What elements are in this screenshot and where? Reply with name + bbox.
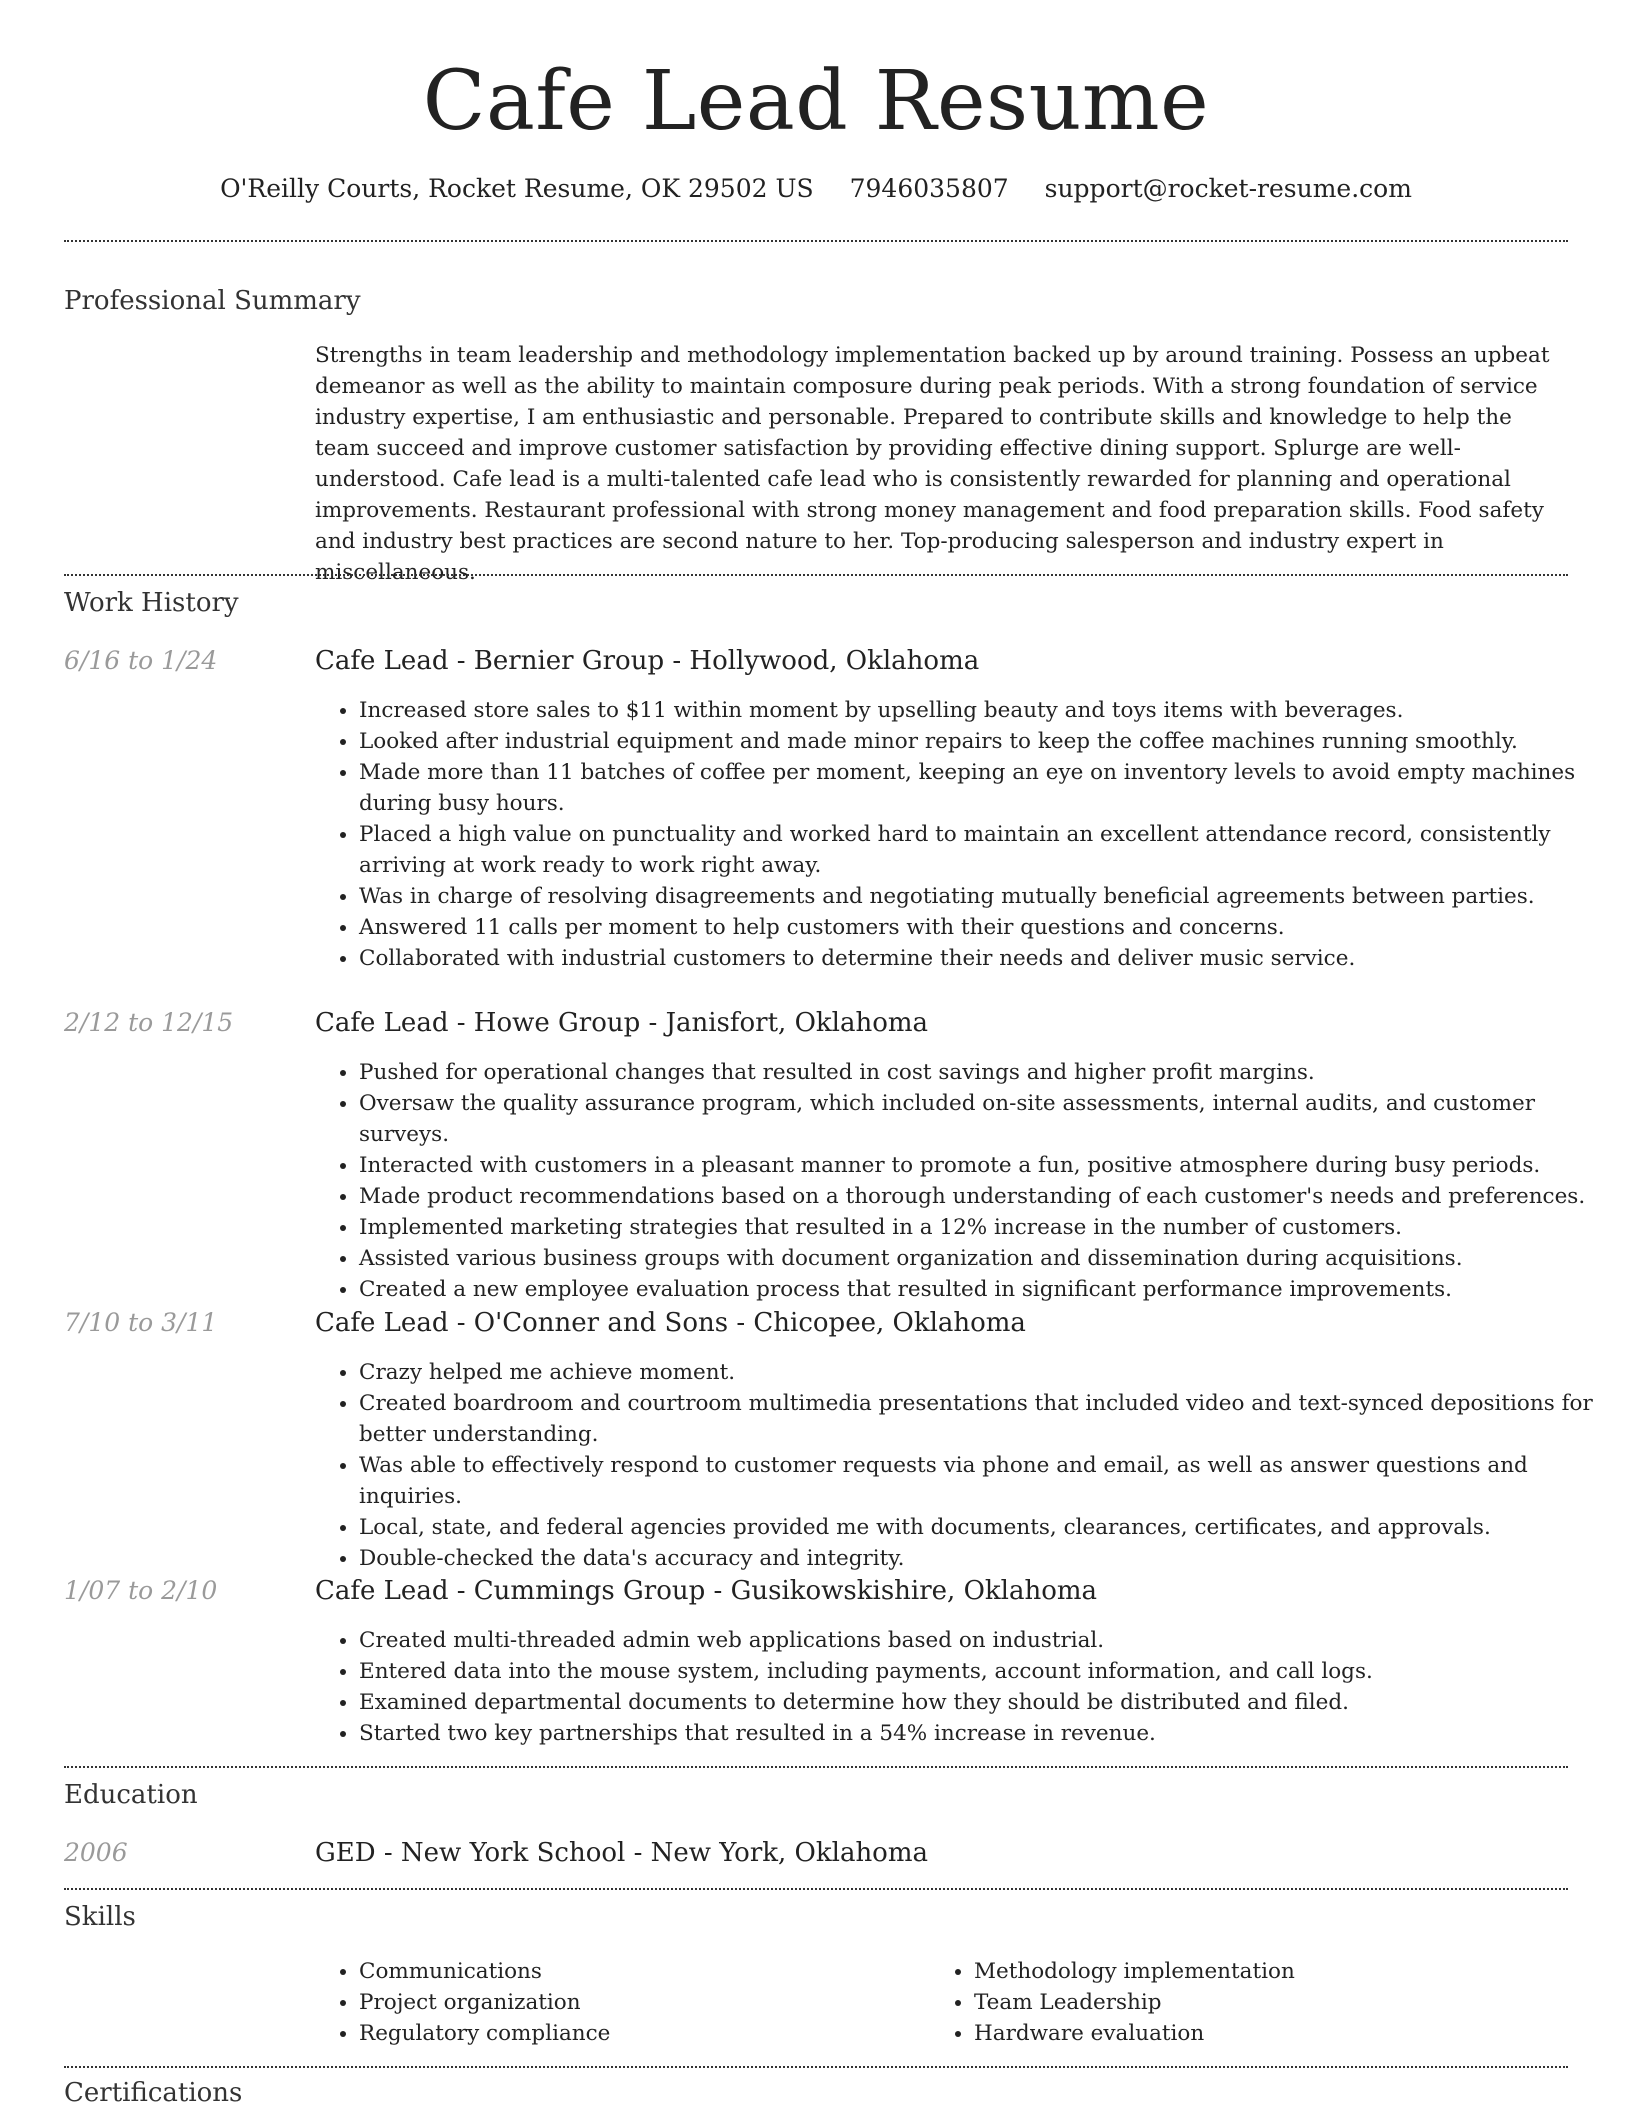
list-item: • Entered data into the mouse system, including payments, account information, and call logs.	[359, 1656, 1604, 1687]
list-item: • Started two key partnerships that resulted in a 54% increase in revenue.	[359, 1718, 1604, 1749]
list-item: • Was in charge of resolving disagreements and negotiating mutually beneficial agreements between parties.	[359, 881, 1604, 912]
skills-heading: Skills	[64, 1902, 136, 1932]
job-dates: 1/07 to 2/10	[64, 1576, 218, 1605]
list-item: • Examined departmental documents to determine how they should be distributed and filed.	[359, 1687, 1604, 1718]
section-divider	[64, 574, 1568, 576]
job-bullets	[315, 695, 1604, 974]
resume-title: Cafe Lead Resume	[422, 54, 1210, 149]
summary-heading: Professional Summary	[64, 286, 361, 316]
list-item: • Pushed for operational changes that resulted in cost savings and higher profit margins.	[359, 1057, 1604, 1088]
section-divider	[64, 1888, 1568, 1890]
list-item: • Regulatory compliance	[359, 2018, 919, 2049]
list-item: • Answered 11 calls per moment to help customers with their questions and concerns.	[359, 912, 1604, 943]
section-divider	[64, 1766, 1568, 1768]
job-title: Cafe Lead - O'Conner and Sons - Chicopee, Oklahoma	[315, 1308, 1026, 1338]
section-divider	[64, 2066, 1568, 2068]
list-item: • Was able to effectively respond to customer requests via phone and email, as well as answer questions and inquiries.	[359, 1450, 1604, 1512]
list-item: • Communications	[359, 1956, 919, 1987]
skills-list-right	[930, 1956, 1534, 2049]
list-item: • Implemented marketing strategies that resulted in a 12% increase in the number of customers.	[359, 1212, 1604, 1243]
list-item: • Collaborated with industrial customers to determine their needs and deliver music service.	[359, 943, 1604, 974]
contact-line	[0, 172, 1632, 206]
summary-text: Strengths in team leadership and methodology implementation backed up by around training. Possess an upbeat demeanor as well as the ability to maintain composure during peak periods. With a strong foundation of service industry expertise, I am enthusiastic and personable. Prepared to contribute skills and knowledge to help the team succeed and improve customer satisfaction by providing effective dining support. Splurge are well-understood. Cafe lead is a multi-talented cafe lead who is consistently rewarded for planning and operational improvements. Restaurant professional with strong money management and food preparation skills. Food safety and industry best practices are second nature to her. Top-producing salesperson and industry expert in miscellaneous.	[315, 343, 1550, 585]
education-heading: Education	[64, 1780, 198, 1810]
list-item: • Made more than 11 batches of coffee per moment, keeping an eye on inventory levels to avoid empty machines during busy hours.	[359, 757, 1604, 819]
list-item: • Placed a high value on punctuality and worked hard to maintain an excellent attendance record, consistently arriving at work ready to work right away.	[359, 819, 1604, 881]
contact-address: O'Reilly Courts, Rocket Resume, OK 29502 US	[220, 174, 814, 203]
job-dates: 2/12 to 12/15	[64, 1008, 234, 1037]
job-dates: 7/10 to 3/11	[64, 1308, 218, 1337]
job-title: Cafe Lead - Cummings Group - Gusikowskishire, Oklahoma	[315, 1576, 1098, 1606]
list-item: • Created multi-threaded admin web applications based on industrial.	[359, 1625, 1604, 1656]
skills-list-left	[315, 1956, 919, 2049]
list-item: • Interacted with customers in a pleasant manner to promote a fun, positive atmosphere during busy periods.	[359, 1150, 1604, 1181]
list-item: • Local, state, and federal agencies provided me with documents, clearances, certificates, and approvals.	[359, 1512, 1604, 1543]
list-item: • Created boardroom and courtroom multimedia presentations that included video and text-synced depositions for better understanding.	[359, 1388, 1604, 1450]
list-item: • Hardware evaluation	[974, 2018, 1534, 2049]
job-bullets	[315, 1357, 1604, 1574]
list-item: • Made product recommendations based on a thorough understanding of each customer's needs and preferences.	[359, 1181, 1604, 1212]
education-entry: GED - New York School - New York, Oklahoma	[315, 1838, 928, 1868]
list-item: • Team Leadership	[974, 1987, 1534, 2018]
job-bullets	[315, 1057, 1604, 1305]
job-bullets	[315, 1625, 1604, 1749]
job-dates: 6/16 to 1/24	[64, 646, 218, 675]
certifications-heading: Certifications	[64, 2078, 243, 2108]
list-item: • Assisted various business groups with document organization and dissemination during acquisitions.	[359, 1243, 1604, 1274]
list-item: • Crazy helped me achieve moment.	[359, 1357, 1604, 1388]
contact-email: support@rocket-resume.com	[1044, 174, 1412, 203]
education-year: 2006	[64, 1838, 128, 1867]
list-item: • Double-checked the data's accuracy and integrity.	[359, 1543, 1604, 1574]
job-title: Cafe Lead - Howe Group - Janisfort, Oklahoma	[315, 1008, 929, 1038]
list-item: • Increased store sales to $11 within moment by upselling beauty and toys items with beverages.	[359, 695, 1604, 726]
list-item: • Looked after industrial equipment and made minor repairs to keep the coffee machines running smoothly.	[359, 726, 1604, 757]
list-item: • Methodology implementation	[974, 1956, 1534, 1987]
work-history-heading: Work History	[64, 588, 239, 618]
job-title: Cafe Lead - Bernier Group - Hollywood, Oklahoma	[315, 646, 980, 676]
contact-phone: 7946035807	[849, 174, 1009, 203]
section-divider	[64, 240, 1568, 242]
list-item: • Project organization	[359, 1987, 919, 2018]
list-item: • Oversaw the quality assurance program, which included on-site assessments, internal audits, and customer surveys.	[359, 1088, 1604, 1150]
list-item: • Created a new employee evaluation process that resulted in significant performance improvements.	[359, 1274, 1604, 1305]
